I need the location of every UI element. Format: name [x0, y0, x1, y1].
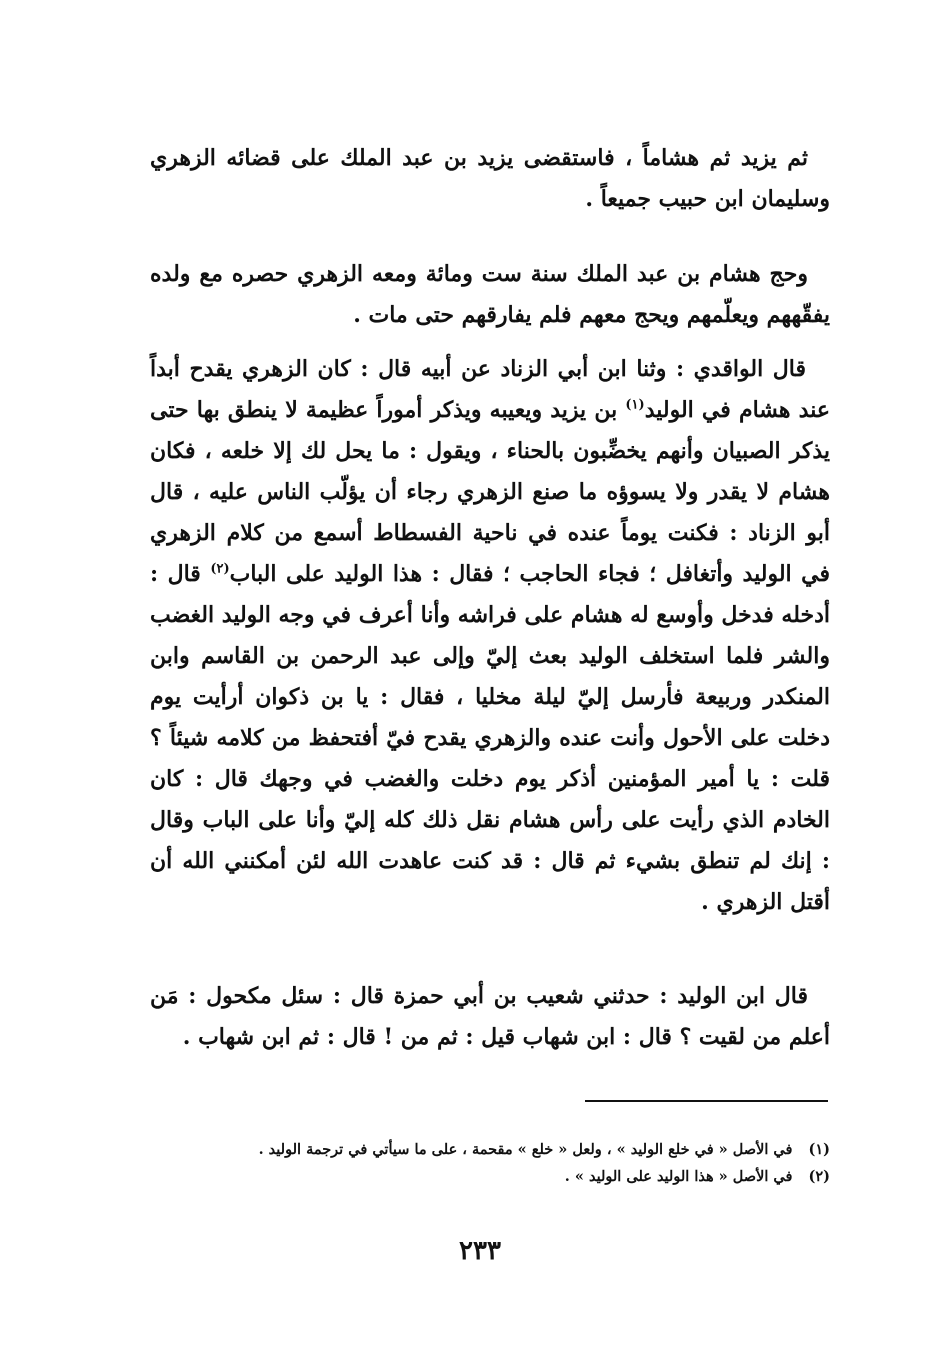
paragraph-1 [150, 138, 830, 220]
paragraph-2 [150, 254, 830, 336]
page-number: ٢٣٣ [459, 1236, 501, 1266]
footnote-1-text: في الأصل « في خلع الوليد » ، ولعل « خلع » مقحمة ، على ما سيأتي في ترجمة الوليد . [258, 1141, 793, 1158]
paragraph-2-text: وحج هشام بن عبد الملك سنة ست ومائة ومعه الزهري حصره مع ولده يفقّههم ويعلّمهم ويحج معهم فلم يفارقهم حتى مات . [150, 261, 830, 328]
footnote-separator [585, 1100, 828, 1102]
footnote-1-number: (١) [808, 1141, 830, 1158]
footnote-ref-1: (١) [625, 397, 645, 413]
footnotes [200, 1136, 830, 1190]
footnote-1 [200, 1136, 830, 1163]
paragraph-3-text [150, 349, 830, 923]
footnote-2-number: (٢) [808, 1168, 830, 1185]
paragraph-3 [150, 349, 830, 923]
paragraph-1-text: ثم يزيد ثم هشاماً ، فاستقضى يزيد بن عبد الملك على قضائه الزهري وسليمان ابن حبيب جميعاً . [150, 145, 830, 212]
paragraph-3-part-b: بن يزيد ويعيبه ويذكر أموراً عظيمة لا ينطق بها حتى يذكر الصبيان وأنهم يخضِّبون بالحناء ، ويقول : ما يحل لك إلا خلعه ، فكان هشام لا يقدر ولا يسوؤه ما صنع الزهري رجاء أن يؤلّب الناس عليه ، قال أبو الزناد : فكنت يوماً عنده في ناحية الفسطاط أسمع من كلام الزهري في الوليد وأتغافل ؛ فجاء الحاجب ؛ فقال : هذا الوليد على الباب [150, 397, 830, 587]
paragraph-3-part-a: قال الواقدي : وثنا ابن أبي الزناد عن أبيه قال : كان الزهري يقدح أبداً عند هشام في الوليد [150, 356, 830, 423]
paragraph-4 [150, 976, 830, 1058]
footnote-ref-2: (٢) [210, 561, 230, 577]
paragraph-3-part-c: قال : أدخله فدخل وأوسع له هشام على فراشه وأنا أعرف في وجه الوليد الغضب والشر فلما استخلف الوليد بعث إليّ وإلى عبد الرحمن بن القاسم وابن المنكدر وربيعة فأرسل إليّ ليلة مخليا ، فقال : يا بن ذكوان أرأيت يوم دخلت على الأحول وأنت عنده والزهري يقدح فيّ أفتحفظ من كلامه شيئاً ؟ قلت : يا أمير المؤمنين أذكر يوم دخلت والغضب في وجهك قال : كان الخادم الذي رأيت على رأس هشام نقل ذلك كله إليّ وأنا على الباب وقال : إنك لم تنطق بشيء ثم قال : قد كنت عاهدت الله لئن أمكنني الله أن أقتل الزهري . [150, 561, 830, 915]
footnote-2-text: في الأصل « هذا الوليد على الوليد » . [564, 1168, 793, 1185]
footnote-2 [200, 1163, 830, 1190]
paragraph-4-text: قال ابن الوليد : حدثني شعيب بن أبي حمزة قال : سئل مكحول : مَن أعلم من لقيت ؟ قال : ابن شهاب قيل : ثم من ! قال : ثم ابن شهاب . [150, 983, 830, 1050]
